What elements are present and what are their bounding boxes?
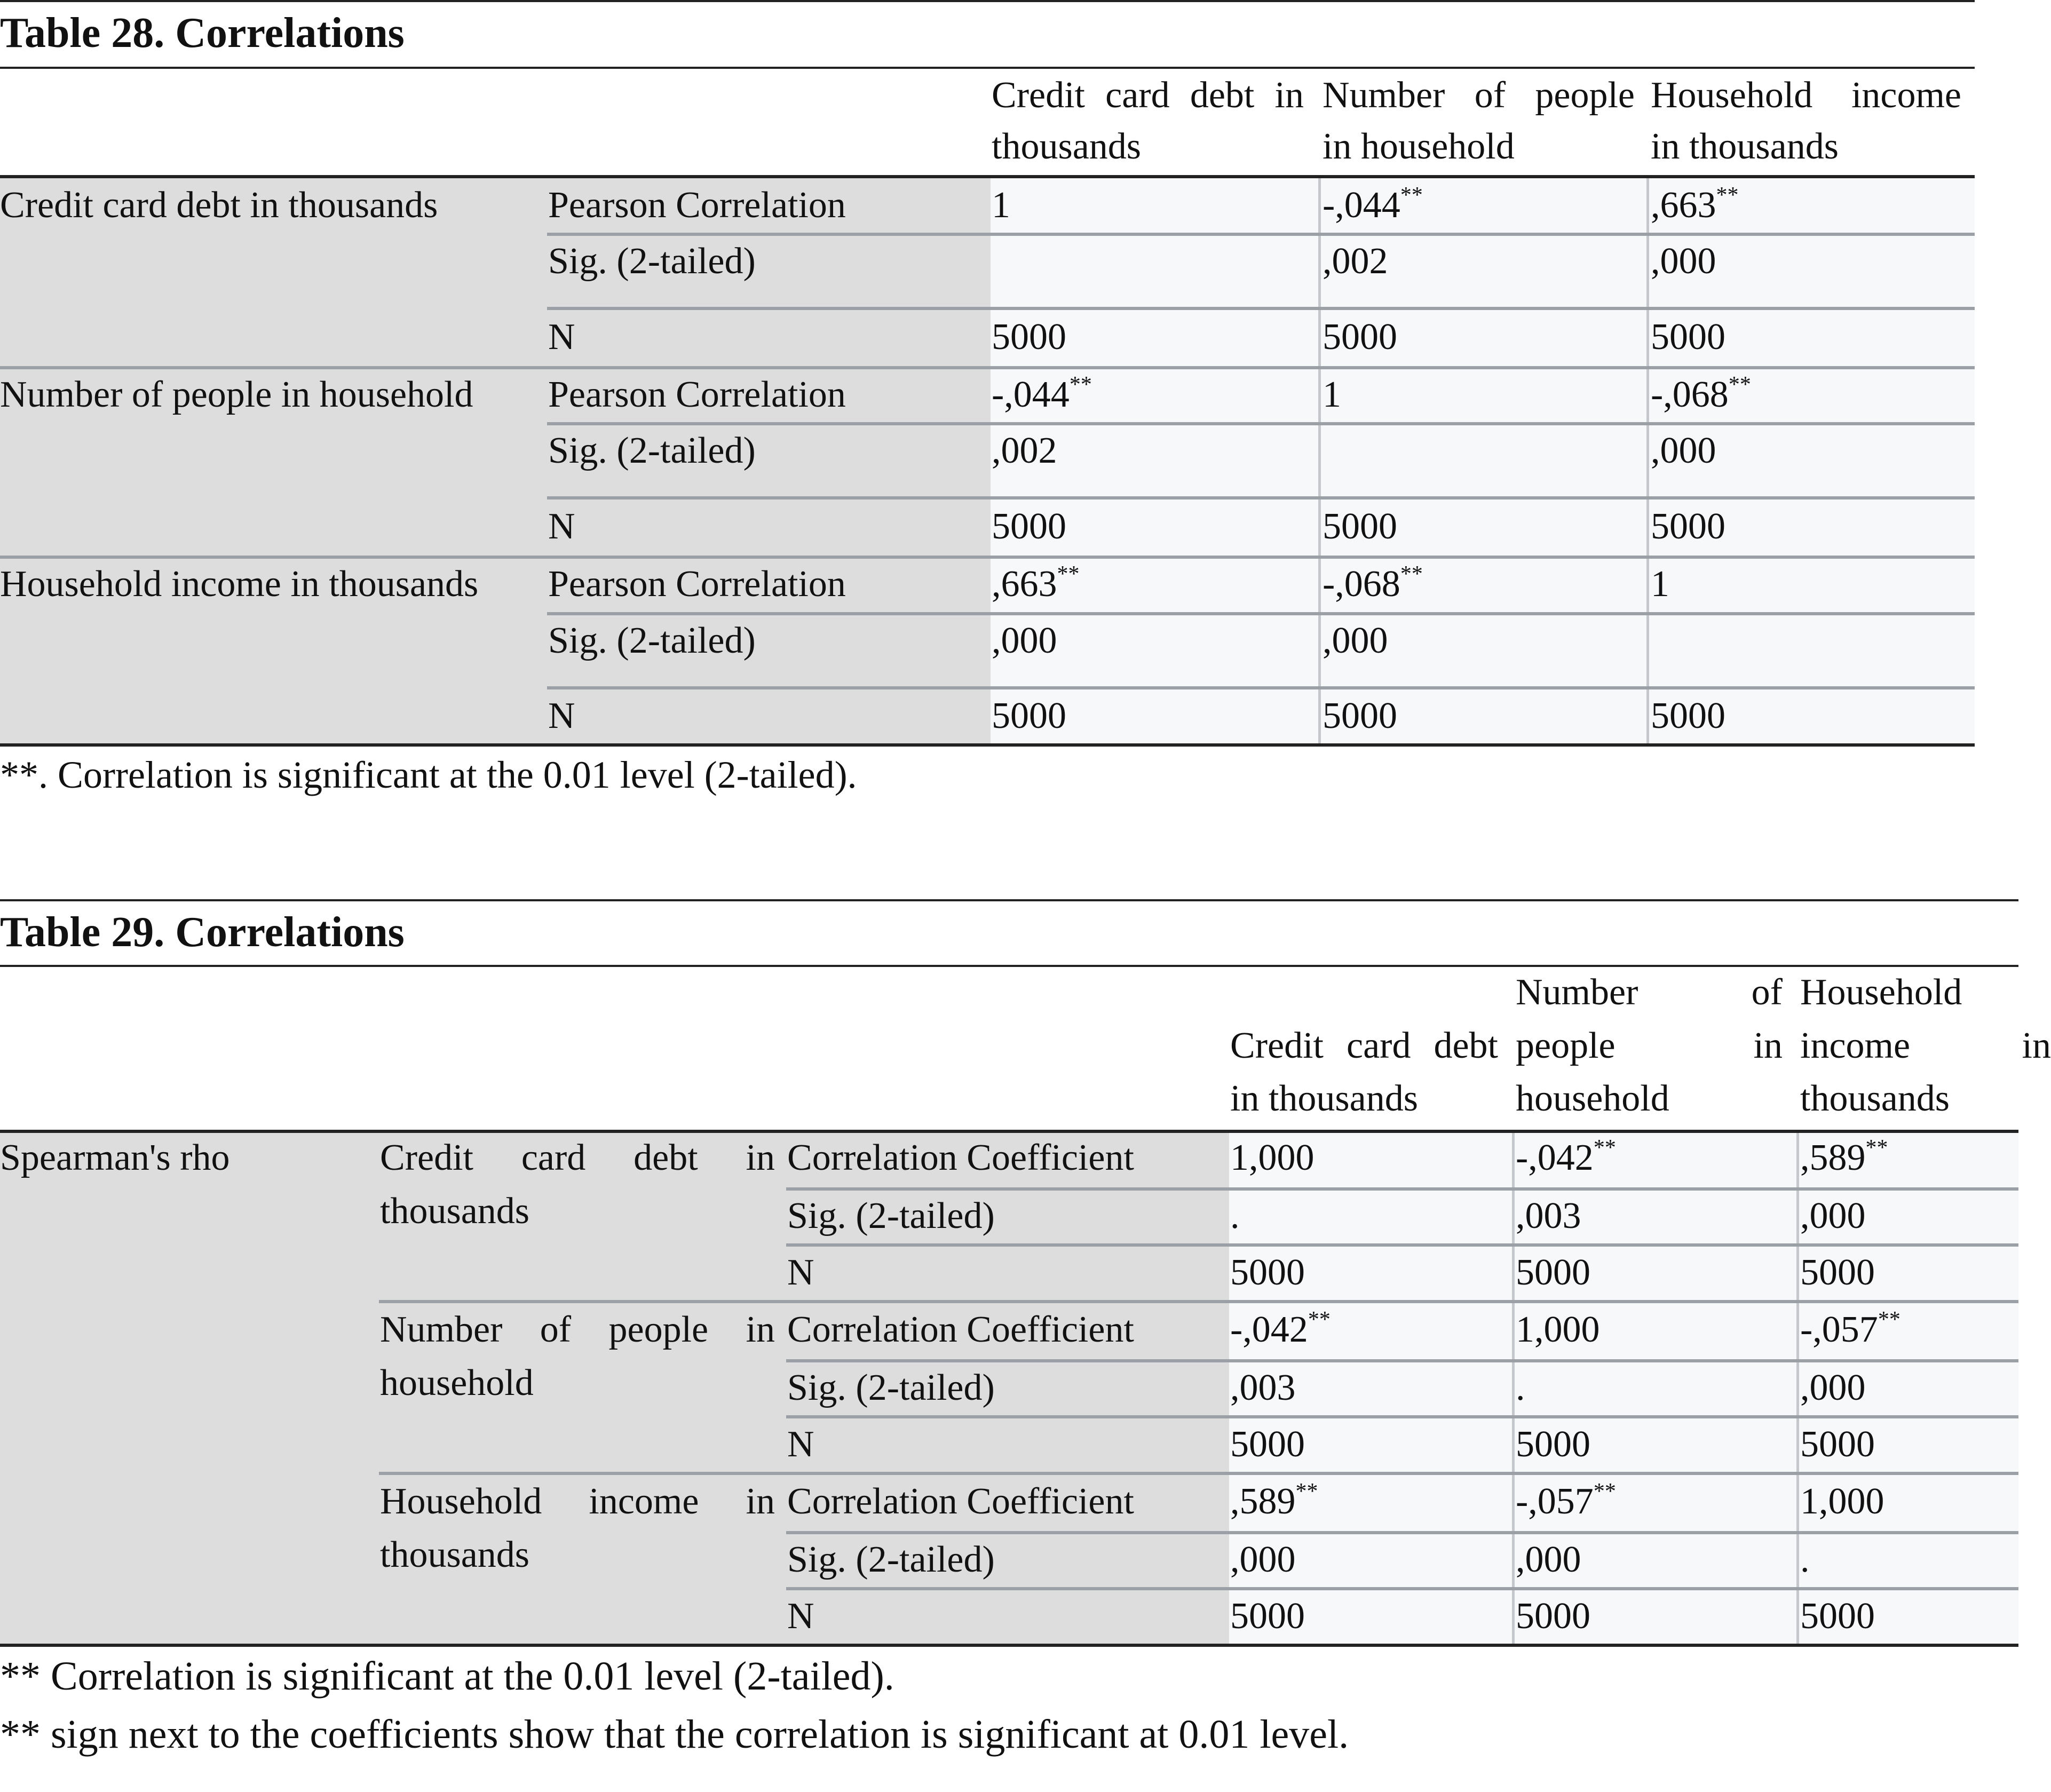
table29-cell: 5000 — [1800, 1424, 1875, 1465]
table28-col-divider-1 — [1318, 177, 1321, 744]
table28-stat-label: N — [548, 506, 575, 547]
table28-stat-label: N — [548, 695, 575, 736]
table29-variable-label: Number of people in — [380, 1309, 775, 1350]
table28-cell: 5000 — [1323, 695, 1397, 736]
table28-header-col1-line1: Credit card debt in — [992, 75, 1304, 116]
table29-bottom-rule — [0, 1644, 2018, 1647]
table28-group-line — [0, 556, 1975, 559]
table29-stat-label: Correlation Coefficient — [787, 1137, 1134, 1178]
table28-label-area — [0, 177, 991, 744]
table28-cell: ,663** — [992, 562, 1080, 605]
table29-stat-label: N — [787, 1424, 814, 1465]
table28-footnote: **. Correlation is significant at the 0.01 level (2-tailed). — [0, 754, 857, 796]
table28-header-col3-line2: in thousands — [1651, 126, 1839, 167]
table28-title: Table 28. Correlations — [0, 10, 405, 57]
table29-header-col2-line3: household — [1516, 1078, 1669, 1119]
table29-cell: 5000 — [1516, 1252, 1590, 1293]
table28-cell: -,068** — [1651, 372, 1751, 415]
table28-row-line — [547, 496, 1975, 499]
table28-cell: ,000 — [1323, 620, 1388, 661]
table29-cell-area — [1229, 1132, 2018, 1645]
table28-cell: 5000 — [1651, 506, 1725, 547]
table28-cell: ,002 — [992, 430, 1057, 471]
table29-cell: 5000 — [1800, 1596, 1875, 1637]
table29-header-col1-line2: in thousands — [1230, 1078, 1418, 1119]
table29-cell: 5000 — [1230, 1424, 1305, 1465]
table29-body-top-rule — [0, 1130, 2018, 1133]
table28-cell: 5000 — [992, 316, 1066, 358]
table29-row-line — [786, 1531, 2018, 1534]
table28-group-line — [0, 366, 1975, 369]
table29-cell: 1,000 — [1230, 1137, 1314, 1178]
table29-cell: ,000 — [1800, 1195, 1866, 1236]
table28-cell: -,068** — [1323, 562, 1423, 605]
table28-header-col2-line2: in household — [1323, 126, 1515, 167]
table29-cell: -,042** — [1230, 1307, 1331, 1350]
table28-header-col2-line1: Number of people — [1323, 75, 1635, 116]
table29-row-line — [786, 1587, 2018, 1590]
table29-row-line — [786, 1243, 2018, 1247]
table29-header-rule — [0, 965, 2018, 967]
table28-row-line — [547, 233, 1975, 236]
table28-stat-label: Sig. (2-tailed) — [548, 430, 756, 471]
table29-variable-label: thousands — [380, 1191, 529, 1232]
table28-stat-label: N — [548, 316, 575, 358]
table29-cell: ,589** — [1800, 1136, 1888, 1178]
table29-cell: 1,000 — [1800, 1481, 1884, 1522]
table29-title: Table 29. Correlations — [0, 909, 405, 956]
table29-cell: 5000 — [1230, 1596, 1305, 1637]
table29-stat-label: Correlation Coefficient — [787, 1481, 1134, 1522]
table29-cell: 5000 — [1516, 1596, 1590, 1637]
table28-cell: 5000 — [1651, 316, 1725, 358]
table29-stat-label: Sig. (2-tailed) — [787, 1195, 995, 1236]
table28-cell: 1 — [1651, 564, 1669, 605]
table29-stat-label: Sig. (2-tailed) — [787, 1539, 995, 1580]
table28-header-col1-line2: thousands — [992, 126, 1141, 167]
table28-header-col3-line1: Household income — [1651, 75, 1961, 116]
table29-row-line — [786, 1187, 2018, 1191]
table28-variable-label: Credit card debt in thousands — [0, 185, 438, 226]
table29-cell: 5000 — [1800, 1252, 1875, 1293]
table28-cell: 1 — [1323, 374, 1341, 415]
table28-cell: 5000 — [992, 695, 1066, 736]
table29-stat-label: Sig. (2-tailed) — [787, 1367, 995, 1408]
table28-cell: -,044** — [1323, 183, 1423, 226]
table28-cell: 5000 — [992, 506, 1066, 547]
table29-header-col1-line1: Credit card debt — [1230, 1025, 1498, 1066]
table28-cell: 5000 — [1323, 506, 1397, 547]
table29-cell: . — [1800, 1539, 1810, 1580]
table29-cell: -,057** — [1516, 1479, 1616, 1522]
table28-stat-label: Pearson Correlation — [548, 185, 846, 226]
table29-cell: ,000 — [1800, 1367, 1866, 1408]
table29-cell: 5000 — [1230, 1252, 1305, 1293]
table29-variable-label: Household income in — [380, 1481, 775, 1522]
table28-cell: ,000 — [992, 620, 1057, 661]
table29-row-line — [786, 1359, 2018, 1362]
table29-footnote: ** Correlation is significant at the 0.01 level (2-tailed). — [0, 1654, 894, 1699]
table29-variable-label: household — [380, 1362, 534, 1404]
table29-cell: ,000 — [1516, 1539, 1581, 1580]
table28-col-divider-2 — [1646, 177, 1649, 744]
table29-note: ** sign next to the coefficients show that the correlation is significant at 0.01 level. — [0, 1712, 1349, 1757]
table29-header-col3-line3: thousands — [1800, 1078, 1950, 1119]
table29-header-col2-line1: Number of — [1516, 972, 1783, 1013]
table28-stat-label: Pearson Correlation — [548, 564, 846, 605]
table29-method-label: Spearman's rho — [0, 1137, 230, 1178]
table28-body-top-rule — [0, 175, 1975, 178]
table29-cell: ,589** — [1230, 1479, 1318, 1522]
table28-row-line — [547, 612, 1975, 615]
table28-variable-label: Household income in thousands — [0, 564, 479, 605]
table28-top-rule — [0, 0, 1975, 2]
table29-stat-label: N — [787, 1596, 814, 1637]
table29-header-col3-line1: Household — [1800, 972, 1962, 1013]
table29-row-line — [786, 1415, 2018, 1418]
table28-cell: ,000 — [1651, 241, 1716, 282]
table28-cell-area — [991, 177, 1975, 744]
table29-variable-label: thousands — [380, 1534, 529, 1575]
table29-col-divider-2 — [1796, 1132, 1799, 1645]
table29-header-col2-line2: people in — [1516, 1025, 1783, 1066]
table29-group-line — [379, 1472, 2018, 1475]
table29-top-rule — [0, 899, 2018, 901]
table28-cell: ,663** — [1651, 183, 1739, 226]
table29-cell: . — [1516, 1367, 1525, 1408]
table29-col-divider-1 — [1512, 1132, 1515, 1645]
table28-cell: ,000 — [1651, 430, 1716, 471]
table28-cell: 5000 — [1323, 316, 1397, 358]
table29-header-col3-line2: income in — [1800, 1025, 2051, 1066]
table29-cell: 5000 — [1516, 1424, 1590, 1465]
table29-cell: 1,000 — [1516, 1309, 1600, 1350]
table29-cell: ,003 — [1516, 1195, 1581, 1236]
table29-label-area — [0, 1132, 1229, 1645]
table28-stat-label: Sig. (2-tailed) — [548, 241, 756, 282]
table28-variable-label: Number of people in household — [0, 374, 473, 415]
table29-cell: -,057** — [1800, 1307, 1900, 1350]
table28-row-line — [547, 686, 1975, 689]
table28-row-line — [547, 307, 1975, 310]
table29-variable-label: Credit card debt in — [380, 1137, 775, 1178]
table29-stat-label: N — [787, 1252, 814, 1293]
table28-stat-label: Pearson Correlation — [548, 374, 846, 415]
table29-cell: ,000 — [1230, 1539, 1296, 1580]
table28-row-line — [547, 422, 1975, 425]
table29-cell: -,042** — [1516, 1136, 1616, 1178]
table29-stat-label: Correlation Coefficient — [787, 1309, 1134, 1350]
table28-stat-label: Sig. (2-tailed) — [548, 620, 756, 661]
table28-cell: -,044** — [992, 372, 1092, 415]
table29-cell: ,003 — [1230, 1367, 1296, 1408]
table28-cell: ,002 — [1323, 241, 1388, 282]
table28-bottom-rule — [0, 743, 1975, 747]
table28-header-rule — [0, 67, 1975, 69]
table29-cell: . — [1230, 1195, 1240, 1236]
table29-group-line — [379, 1300, 2018, 1303]
table28-cell: 1 — [992, 185, 1010, 226]
table28-cell: 5000 — [1651, 695, 1725, 736]
